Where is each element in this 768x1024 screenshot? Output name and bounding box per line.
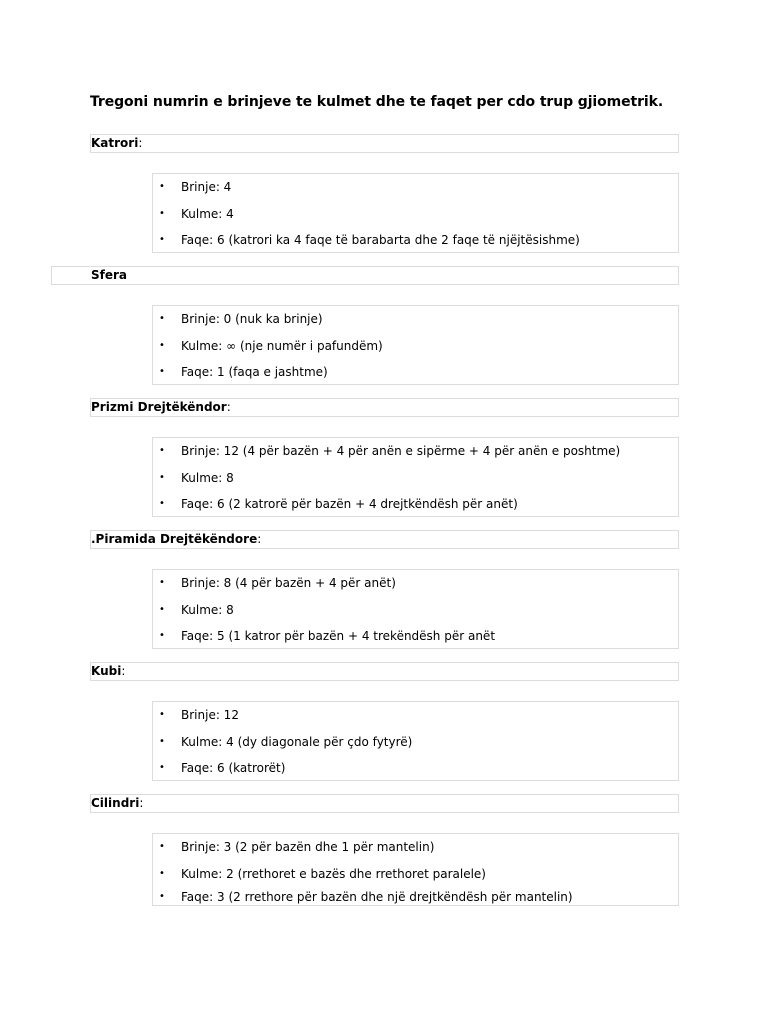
list-item: • Brinje: 0 (nuk ka brinje) [153,306,678,333]
list-item: • Faqe: 3 (2 rrethore për bazën dhe një drejtkëndësh për mantelin) [153,887,678,907]
section-list-cilindri [152,833,679,906]
list-item: • Brinje: 3 (2 për bazën dhe 1 për mantelin) [153,834,678,861]
list-item: • Faqe: 5 (1 katror për bazën + 4 trekëndësh për anët [153,623,678,650]
bullet-icon: • [159,207,165,219]
bullet-icon: • [159,630,165,641]
bullet-icon: • [159,709,165,720]
list-item: • Kulme: 8 [153,465,678,492]
bullet-icon: • [159,498,165,509]
section-list-sfera [152,305,679,385]
list-item: • Brinje: 12 [153,702,678,729]
bullet-icon: • [159,867,165,879]
bullet-icon: • [159,366,165,377]
list-item: • Kulme: ∞ (nje numër i pafundëm) [153,333,678,360]
list-item: • Faqe: 6 (katrorët) [153,755,678,782]
list-item: • Brinje: 8 (4 për bazën + 4 për anët) [153,570,678,597]
list-item: • Kulme: 4 (dy diagonale për çdo fytyrë) [153,729,678,756]
list-item: • Brinje: 4 [153,174,678,201]
bullet-icon: • [159,471,165,483]
section-heading-prizmi [90,398,679,417]
bullet-icon: • [159,841,165,852]
section-heading-label: Katrori: [91,136,143,150]
list-item: • Faqe: 6 (katrori ka 4 faqe të barabarta dhe 2 faqe të njëjtësishme) [153,227,678,254]
bullet-icon: • [159,603,165,615]
list-item: • Faqe: 1 (faqa e jashtme) [153,359,678,386]
bullet-icon: • [159,313,165,324]
section-heading-cilindri [90,794,679,813]
section-list-prizmi [152,437,679,517]
bullet-icon: • [159,891,165,902]
list-item: • Kulme: 4 [153,201,678,228]
bullet-icon: • [159,762,165,773]
section-list-katrori [152,173,679,253]
bullet-icon: • [159,339,165,351]
section-list-kubi [152,701,679,781]
list-item: • Kulme: 8 [153,597,678,624]
section-heading-label: .Piramida Drejtëkëndore: [91,532,262,546]
bullet-icon: • [159,181,165,192]
list-item: • Faqe: 6 (2 katrorë për bazën + 4 drejtkëndësh për anët) [153,491,678,518]
section-heading-sfera [51,266,679,285]
bullet-icon: • [159,735,165,747]
section-list-piramida [152,569,679,649]
section-heading-label: Kubi: [91,664,126,678]
list-item: • Kulme: 2 (rrethoret e bazës dhe rrethoret paralele) [153,861,678,888]
section-heading-katrori [90,134,679,153]
section-heading-piramida [90,530,679,549]
section-heading-label: Prizmi Drejtëkëndor: [91,400,231,414]
list-item: • Brinje: 12 (4 për bazën + 4 për anën e sipërme + 4 për anën e poshtme) [153,438,678,465]
section-heading-kubi [90,662,679,681]
bullet-icon: • [159,234,165,245]
bullet-icon: • [159,577,165,588]
section-heading-label: Cilindri: [91,796,144,810]
bullet-icon: • [159,445,165,456]
section-heading-label: Sfera [91,268,128,282]
document-title: Tregoni numrin e brinjeve te kulmet dhe te faqet per cdo trup gjiometrik. [90,94,664,110]
